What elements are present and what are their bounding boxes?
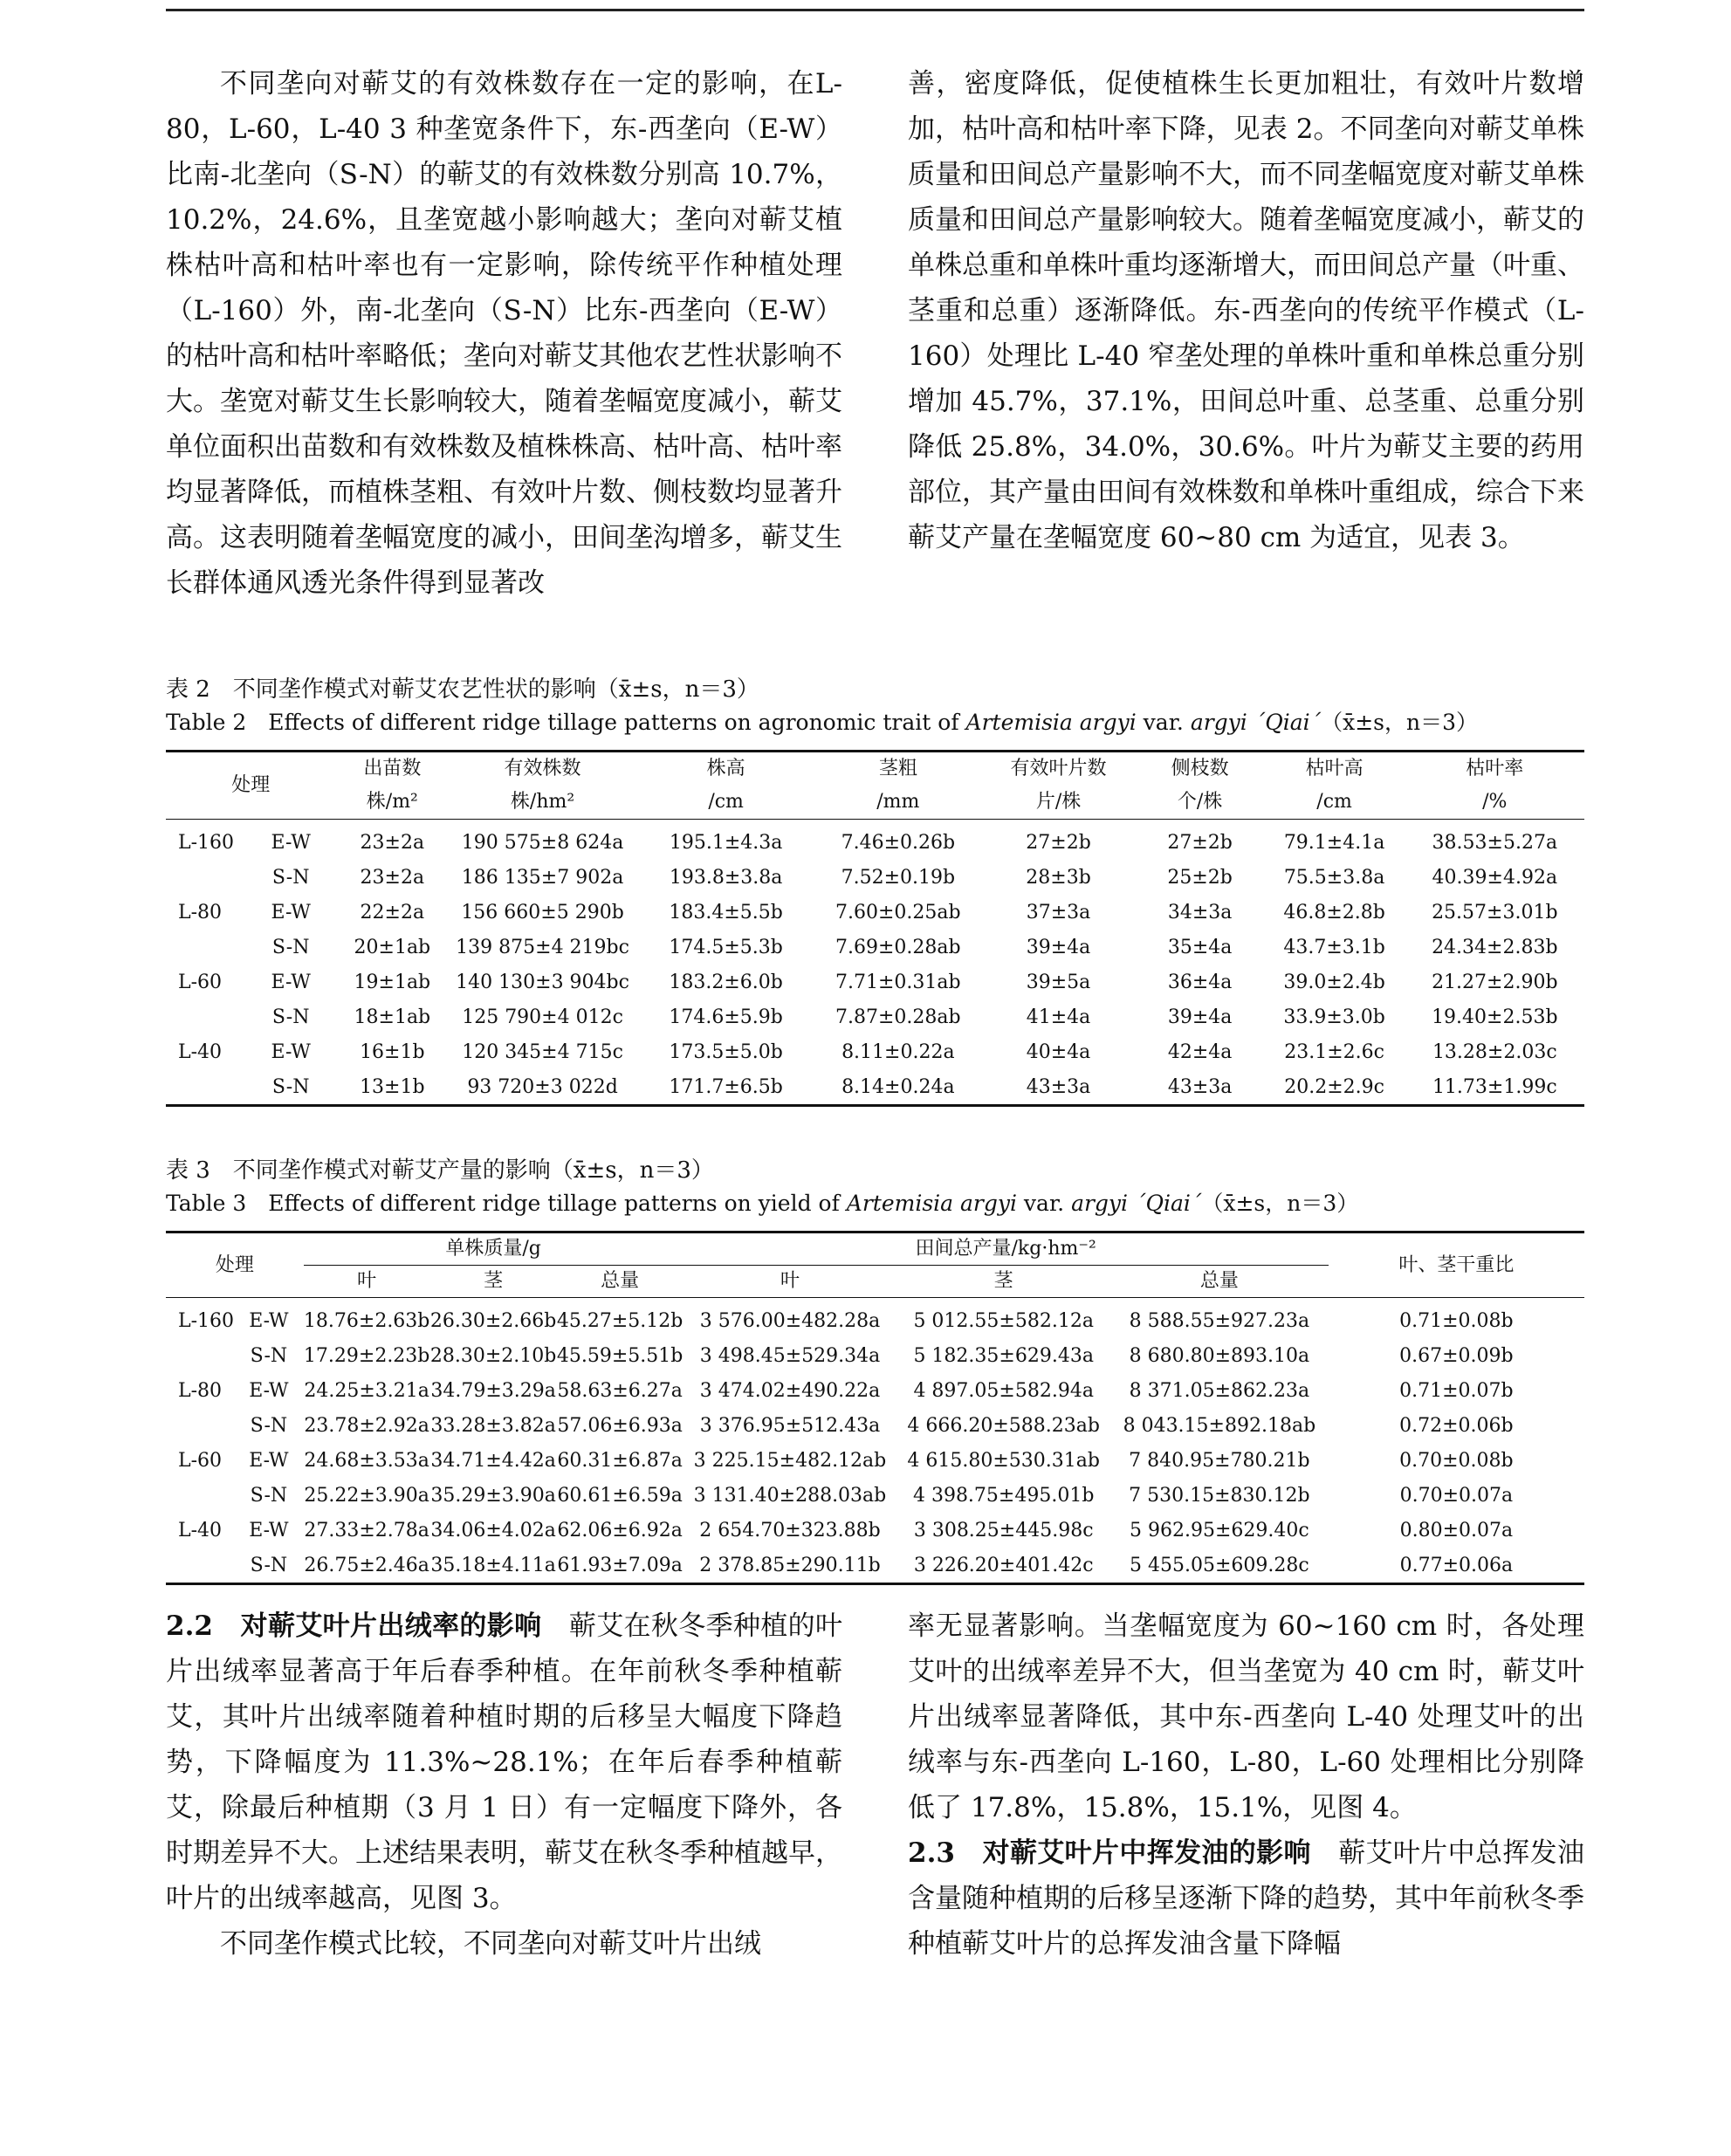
table-cell: 5 182.35±629.43a <box>913 1344 1094 1367</box>
table-cell: 58.63±6.27a <box>557 1379 683 1402</box>
header-cell: 茎粗 <box>878 758 917 779</box>
table-cell: 8.14±0.24a <box>841 1075 955 1098</box>
table-cell: 75.5±3.8a <box>1283 866 1385 889</box>
direction-cell: S-N <box>250 1344 288 1367</box>
treatment-cell: L-160 <box>178 831 235 854</box>
direction-cell: E-W <box>249 1519 289 1541</box>
table-cell: 140 130±3 904bc <box>456 971 629 993</box>
header-group-field-yield: 田间总产量/kg·hm⁻² <box>683 1232 1329 1266</box>
table-cell: 0.71±0.08b <box>1399 1309 1514 1332</box>
table-cell: 7 530.15±830.12b <box>1129 1484 1310 1507</box>
header-unit: 株/hm² <box>449 786 636 820</box>
header-cell: 总量 <box>1110 1266 1329 1298</box>
direction-cell: S-N <box>250 1414 288 1437</box>
table-cell: 19±1ab <box>354 971 431 993</box>
table-cell: 24.34±2.83b <box>1432 936 1558 958</box>
table-cell: 26.75±2.46a <box>304 1554 429 1576</box>
table-cell: 0.77±0.06a <box>1399 1554 1514 1576</box>
table-cell: 0.80±0.07a <box>1399 1519 1514 1541</box>
table-cell: 42±4a <box>1167 1040 1233 1063</box>
table-cell: 39±4a <box>1026 936 1091 958</box>
table-cell: 23.78±2.92a <box>304 1414 429 1437</box>
table-cell: 18±1ab <box>354 1006 431 1028</box>
paragraph <box>908 1830 1584 1967</box>
table-cell: 7.52±0.19b <box>841 866 956 889</box>
table-cell: 23±2a <box>360 831 425 854</box>
header-cell: 茎 <box>430 1266 557 1298</box>
table-cell: 8 043.15±892.18ab <box>1123 1414 1316 1437</box>
table-cell: 3 226.20±401.42c <box>913 1554 1094 1576</box>
table-cell: 24.25±3.21a <box>304 1379 429 1402</box>
caption-text: Table 3 Effects of different ridge tillage patterns on yield of <box>166 1191 847 1216</box>
table-cell: 4 666.20±588.23ab <box>907 1414 1100 1437</box>
table-cell: 5 962.95±629.40c <box>1130 1519 1309 1541</box>
table-cell: 183.2±6.0b <box>669 971 783 993</box>
header-unit: 株/m² <box>336 786 450 820</box>
treatment-cell: L-60 <box>178 971 223 993</box>
table-cell: 7.87±0.28ab <box>835 1006 961 1028</box>
table-row <box>166 820 1584 861</box>
treatment-cell: L-80 <box>178 901 223 924</box>
table-row <box>166 1373 1584 1408</box>
table-cell: 43±3a <box>1167 1075 1233 1098</box>
header-rule <box>166 9 1584 11</box>
table-cell: 37±3a <box>1026 901 1091 924</box>
caption-species: Artemisia argyi <box>965 710 1137 735</box>
table-cell: 13±1b <box>360 1075 425 1098</box>
table-cell: 24.68±3.53a <box>304 1449 429 1472</box>
table-cell: 27±2b <box>1026 831 1091 854</box>
table-cell: 33.28±3.82a <box>430 1414 556 1437</box>
table-cell: 7.46±0.26b <box>841 831 956 854</box>
table-cell: 5 012.55±582.12a <box>913 1309 1094 1332</box>
table-cell: 7.60±0.25ab <box>835 901 961 924</box>
table2-caption-cn: 表 2 不同垄作模式对蕲艾农艺性状的影响（x̄±s，n＝3） <box>166 676 759 703</box>
table-row <box>166 1034 1584 1069</box>
body-column-right <box>908 61 1584 560</box>
table-cell: 139 875±4 219bc <box>456 936 629 958</box>
table-cell: 35±4a <box>1167 936 1233 958</box>
direction-cell: S-N <box>271 1006 310 1028</box>
table-cell: 23.1±2.6c <box>1284 1040 1384 1063</box>
table3 <box>166 1231 1584 1585</box>
table-cell: 2 378.85±290.11b <box>699 1554 881 1576</box>
table-cell: 26.30±2.66b <box>429 1309 557 1332</box>
caption-variety: argyi ´Qiai´ <box>1190 710 1322 735</box>
table-cell: 0.72±0.06b <box>1399 1414 1514 1437</box>
table-cell: 4 398.75±495.01b <box>912 1484 1095 1507</box>
treatment-cell <box>166 1338 234 1373</box>
table-cell: 3 474.02±490.22a <box>699 1379 881 1402</box>
table-cell: 33.9±3.0b <box>1283 1006 1385 1028</box>
table-row <box>166 999 1584 1034</box>
table-cell: 20.2±2.9c <box>1284 1075 1384 1098</box>
header-unit: 个/株 <box>1137 786 1264 820</box>
table-cell: 8 371.05±862.23a <box>1129 1379 1310 1402</box>
table-cell: 25±2b <box>1167 866 1233 889</box>
direction-cell: S-N <box>250 1484 288 1507</box>
table-cell: 57.06±6.93a <box>557 1414 683 1437</box>
table-row <box>166 1298 1584 1339</box>
table-cell: 35.29±3.90a <box>430 1484 556 1507</box>
table-cell: 45.59±5.51b <box>556 1344 683 1367</box>
caption-text: var. <box>1136 710 1191 735</box>
treatment-cell <box>166 1548 234 1584</box>
paragraph: 不同垄作模式比较，不同垄向对蕲艾叶片出绒 <box>220 1928 761 1960</box>
header-unit: /mm <box>815 786 980 820</box>
header-cell: 枯叶率 <box>1466 758 1524 779</box>
table-cell: 34.79±3.29a <box>430 1379 556 1402</box>
header-unit: /% <box>1405 786 1584 820</box>
table-cell: 46.8±2.8b <box>1283 901 1385 924</box>
table-row <box>166 1513 1584 1548</box>
table-cell: 36±4a <box>1167 971 1233 993</box>
table-cell: 34±3a <box>1167 901 1233 924</box>
body-column-left <box>166 61 842 606</box>
table-cell: 43±3a <box>1026 1075 1091 1098</box>
table3-caption-cn: 表 3 不同垄作模式对蕲艾产量的影响（x̄±s，n＝3） <box>166 1157 714 1184</box>
table-cell: 13.28±2.03c <box>1432 1040 1557 1063</box>
table-row <box>166 1069 1584 1106</box>
table-cell: 60.31±6.87a <box>557 1449 683 1472</box>
table-cell: 43.7±3.1b <box>1283 936 1385 958</box>
table-cell: 21.27±2.90b <box>1432 971 1558 993</box>
caption-text: （x̄±s，n＝3） <box>1321 710 1479 735</box>
direction-cell: E-W <box>271 901 311 924</box>
table2 <box>166 750 1584 1107</box>
treatment-cell <box>166 1408 234 1443</box>
table-cell: 40.39±4.92a <box>1432 866 1558 889</box>
paragraph-text: 蕲艾叶片中总挥发油含量随种植期的后移呈逐渐下降的趋势，其中年前秋冬季种植蕲艾叶片的总挥发油含量下降幅 <box>908 1837 1585 1960</box>
direction-cell: E-W <box>271 831 311 854</box>
section-heading: 2.3 对蕲艾叶片中挥发油的影响 <box>908 1837 1311 1869</box>
table-cell: 61.93±7.09a <box>557 1554 683 1576</box>
table-cell: 4 897.05±582.94a <box>913 1379 1094 1402</box>
direction-cell: E-W <box>249 1309 289 1332</box>
table-cell: 173.5±5.0b <box>669 1040 783 1063</box>
table-row <box>166 930 1584 965</box>
table-cell: 18.76±2.63b <box>303 1309 430 1332</box>
table-row <box>166 1548 1584 1584</box>
table-cell: 45.27±5.12b <box>556 1309 683 1332</box>
table-cell: 3 225.15±482.12ab <box>693 1449 887 1472</box>
table-cell: 28±3b <box>1026 866 1091 889</box>
table-cell: 174.5±5.3b <box>669 936 783 958</box>
treatment-cell: L-160 <box>178 1309 235 1332</box>
table-cell: 8 680.80±893.10a <box>1129 1344 1310 1367</box>
caption-text: var. <box>1016 1191 1072 1216</box>
table-cell: 8 588.55±927.23a <box>1129 1309 1310 1332</box>
table-cell: 2 654.70±323.88b <box>699 1519 881 1541</box>
table-cell: 35.18±4.11a <box>430 1554 556 1576</box>
body-column-right-lower <box>908 1603 1584 1967</box>
caption-species: Artemisia argyi <box>846 1191 1017 1216</box>
direction-cell: S-N <box>250 1554 288 1576</box>
treatment-cell: L-40 <box>178 1519 223 1541</box>
table-row <box>166 1443 1584 1478</box>
table-cell: 23±2a <box>360 866 425 889</box>
table-cell: 41±4a <box>1026 1006 1091 1028</box>
table-cell: 120 345±4 715c <box>462 1040 623 1063</box>
table-cell: 17.29±2.23b <box>303 1344 430 1367</box>
paragraph: 率无显著影响。当垄幅宽度为 60~160 cm 时，各处理艾叶的出绒率差异不大，但当垄宽为 40 cm 时，蕲艾叶片出绒率显著降低，其中东-西垄向 L-40 处理艾叶的出绒率与东-西垄向 L-160，L-80，L-60 处理相比分别降低了 17.8%，15.8%，15.1%，见图 4。 <box>908 1610 1584 1823</box>
table-cell: 16±1b <box>360 1040 425 1063</box>
table-cell: 5 455.05±609.28c <box>1130 1554 1309 1576</box>
table-cell: 174.6±5.9b <box>669 1006 783 1028</box>
header-group-per-plant: 单株质量/g <box>304 1232 683 1266</box>
paragraph-text: 蕲艾在秋冬季种植的叶片出绒率显著高于年后春季种植。在年前秋冬季种植蕲艾，其叶片出绒率随着种植时期的后移呈大幅度下降趋势，下降幅度为 11.3%~28.1%；在年后春季种植蕲艾，除最后种植期（3 月 1 日）有一定幅度下降外，各时期差异不大。上述结果表明，蕲艾在秋冬季种植越早，叶片的出绒率越高，见图 3。 <box>166 1610 843 1914</box>
table3-caption-en <box>166 1188 1358 1219</box>
treatment-cell <box>166 999 246 1034</box>
table-cell: 3 308.25±445.98c <box>913 1519 1094 1541</box>
caption-text: Table 2 Effects of different ridge tillage patterns on agronomic trait of <box>166 710 966 735</box>
paragraph <box>166 1603 842 1921</box>
direction-cell: E-W <box>271 1040 311 1063</box>
caption-variety: argyi ´Qiai´ <box>1071 1191 1202 1216</box>
table-cell: 25.57±3.01b <box>1432 901 1558 924</box>
table-cell: 34.06±4.02a <box>430 1519 556 1541</box>
direction-cell: E-W <box>271 971 311 993</box>
table-cell: 0.70±0.08b <box>1399 1449 1514 1472</box>
header-cell: 出苗数 <box>363 758 422 779</box>
table-cell: 3 576.00±482.28a <box>699 1309 881 1332</box>
header-cell: 枯叶高 <box>1305 758 1364 779</box>
table-cell: 39±4a <box>1167 1006 1233 1028</box>
table-row <box>166 860 1584 895</box>
table-cell: 11.73±1.99c <box>1432 1075 1557 1098</box>
table2-caption-en <box>166 707 1478 738</box>
table-cell: 39.0±2.4b <box>1283 971 1385 993</box>
header-cell: 叶 <box>304 1266 430 1298</box>
table-cell: 3 498.45±529.34a <box>699 1344 881 1367</box>
treatment-cell <box>166 1478 234 1513</box>
header-cell: 总量 <box>557 1266 683 1298</box>
header-ratio: 叶、茎干重比 <box>1329 1232 1584 1298</box>
direction-cell: S-N <box>271 1075 310 1098</box>
table-cell: 8.11±0.22a <box>841 1040 955 1063</box>
treatment-cell <box>166 860 246 895</box>
table-cell: 25.22±3.90a <box>304 1484 429 1507</box>
table2-body <box>166 820 1584 1106</box>
header-unit: /cm <box>636 786 815 820</box>
table-cell: 20±1ab <box>354 936 431 958</box>
table-cell: 3 376.95±512.43a <box>699 1414 881 1437</box>
table-cell: 27±2b <box>1167 831 1233 854</box>
direction-cell: S-N <box>271 866 310 889</box>
treatment-cell <box>166 930 246 965</box>
table-cell: 38.53±5.27a <box>1432 831 1558 854</box>
table-cell: 34.71±4.42a <box>430 1449 556 1472</box>
table-cell: 62.06±6.92a <box>557 1519 683 1541</box>
table-cell: 190 575±8 624a <box>461 831 624 854</box>
paragraph: 善，密度降低，促使植株生长更加粗壮，有效叶片数增加，枯叶高和枯叶率下降，见表 2。不同垄向对蕲艾单株质量和田间总产量影响不大，而不同垄幅宽度对蕲艾单株质量和田间总产量影响较大。随着垄幅宽度减小，蕲艾的单株总重和单株叶重均逐渐增大，而田间总产量（叶重、茎重和总重）逐渐降低。东-西垄向的传统平作模式（L-160）处理比 L-40 窄垄处理的单株叶重和单株总重分别增加 45.7%，37.1%，田间总叶重、总茎重、总重分别降低 25.8%，34.0%，30.6%。叶片为蕲艾主要的药用部位，其产量由田间有效株数和单株叶重组成，综合下来蕲艾产量在垄幅宽度 60~80 cm 为适宜，见表 3。 <box>908 68 1584 553</box>
table-cell: 79.1±4.1a <box>1283 831 1385 854</box>
header-cell: 有效株数 <box>504 758 581 779</box>
treatment-cell: L-80 <box>178 1379 223 1402</box>
table-cell: 7.69±0.28ab <box>835 936 961 958</box>
table-cell: 28.30±2.10b <box>429 1344 557 1367</box>
table-cell: 22±2a <box>360 901 425 924</box>
table-cell: 193.8±3.8a <box>669 866 783 889</box>
table-row <box>166 1478 1584 1513</box>
direction-cell: E-W <box>249 1379 289 1402</box>
treatment-cell: L-60 <box>178 1449 223 1472</box>
table-row <box>166 1338 1584 1373</box>
table-cell: 186 135±7 902a <box>461 866 624 889</box>
header-cell: 茎 <box>896 1266 1110 1298</box>
header-treatment: 处理 <box>166 752 336 820</box>
table-cell: 171.7±6.5b <box>669 1075 783 1098</box>
header-cell: 有效叶片数 <box>1010 758 1107 779</box>
header-unit: 片/株 <box>980 786 1136 820</box>
header-treatment: 处理 <box>166 1232 304 1298</box>
table-cell: 7.71±0.31ab <box>835 971 961 993</box>
header-unit: /cm <box>1264 786 1405 820</box>
table-cell: 3 131.40±288.03ab <box>693 1484 887 1507</box>
header-cell: 叶 <box>683 1266 897 1298</box>
direction-cell: E-W <box>249 1449 289 1472</box>
header-cell: 株高 <box>706 758 745 779</box>
paragraph: 不同垄向对蕲艾的有效株数存在一定的影响，在L-80，L-60，L-40 3 种垄宽条件下，东-西垄向（E-W）比南-北垄向（S-N）的蕲艾的有效株数分别高 10.7%，10.2%，24.6%，且垄宽越小影响越大；垄向对蕲艾植株枯叶高和枯叶率也有一定影响，除传统平作种植处理（L-160）外，南-北垄向（S-N）比东-西垄向（E-W）的枯叶高和枯叶率略低；垄向对蕲艾其他农艺性状影响不大。垄宽对蕲艾生长影响较大，随着垄幅宽度减小，蕲艾单位面积出苗数和有效株数及植株株高、枯叶高、枯叶率均显著降低，而植株茎粗、有效叶片数、侧枝数均显著升高。这表明随着垄幅宽度的减小，田间垄沟增多，蕲艾生长群体通风透光条件得到显著改 <box>166 68 842 599</box>
table-cell: 183.4±5.5b <box>669 901 783 924</box>
table-row <box>166 895 1584 930</box>
table-cell: 7 840.95±780.21b <box>1129 1449 1310 1472</box>
table-cell: 19.40±2.53b <box>1432 1006 1558 1028</box>
body-column-left-lower <box>166 1603 842 1967</box>
treatment-cell: L-40 <box>178 1040 223 1063</box>
table-cell: 0.67±0.09b <box>1399 1344 1514 1367</box>
direction-cell: S-N <box>271 936 310 958</box>
table-cell: 195.1±4.3a <box>669 831 783 854</box>
table-cell: 4 615.80±530.31ab <box>907 1449 1100 1472</box>
section-heading: 2.2 对蕲艾叶片出绒率的影响 <box>166 1610 542 1642</box>
table-cell: 40±4a <box>1026 1040 1091 1063</box>
table-cell: 125 790±4 012c <box>462 1006 623 1028</box>
table-cell: 156 660±5 290b <box>461 901 624 924</box>
treatment-cell <box>166 1069 246 1106</box>
table-cell: 27.33±2.78a <box>304 1519 429 1541</box>
caption-text: （x̄±s，n＝3） <box>1201 1191 1359 1216</box>
table-row <box>166 1408 1584 1443</box>
table-cell: 0.70±0.07a <box>1399 1484 1514 1507</box>
table-cell: 0.71±0.07b <box>1399 1379 1514 1402</box>
table3-body <box>166 1298 1584 1584</box>
table-row <box>166 965 1584 999</box>
header-cell: 侧枝数 <box>1171 758 1229 779</box>
table-cell: 39±5a <box>1026 971 1091 993</box>
table-cell: 60.61±6.59a <box>557 1484 683 1507</box>
table-cell: 93 720±3 022d <box>467 1075 618 1098</box>
